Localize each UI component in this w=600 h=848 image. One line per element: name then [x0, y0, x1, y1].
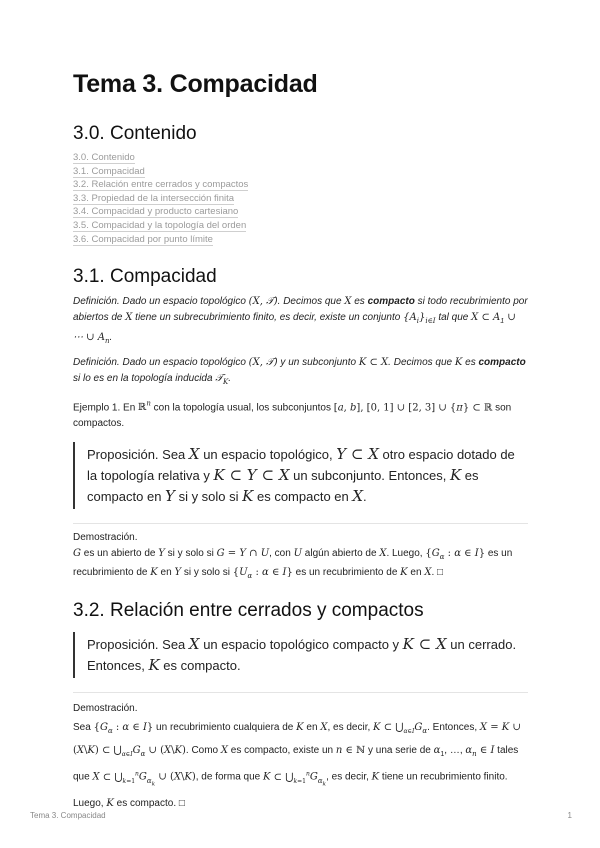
definition-compacto: Definición. Dado un espacio topológico (X, 𝒯). Decimos que X es compacto si todo recubrimiento por abiertos de X tiene un subrecubrimiento finito, es decir, existe un conjunto $\{A_i\}_{i\in I}$ tal que X ⊂ $A_1$ ∪ ⋯ ∪ $A_n$.: [73, 296, 528, 346]
toc-item[interactable]: 3.1. Compacidad: [73, 165, 145, 177]
footer-title: Tema 3. Compacidad: [30, 811, 106, 820]
proof-1: Demostración. G es un abierto de Y si y solo si G = Y ∩ U, con U algún abierto de X. Luego, {$G_\alpha$ : α ∈ I} es un recubrimiento de K en Y si y solo si {$U_\alpha$ : α ∈ I} es un recubrimiento de K en X. □: [73, 523, 528, 584]
proof-2: Demostración. Sea {$G_\alpha$ : α ∈ I} un recubrimiento cualquiera de K en X, es decir, K ⊂ $⋃_{\alpha\in I}G_\alpha$. Entonces, X = K ∪ (X\K) ⊂ $⋃_{\alpha\in I}G_\alpha$ ∪ (X\K). Como X es compacto, existe un n ∈ ℕ y una serie de $\alpha_1$, …, $\alpha_n$ ∈ I tales que X ⊂ $⋃_{k=1}^nG_{\alpha_k}$ ∪ (X\K), de forma que K ⊂ $⋃_{k=1}^nG_{\alpha_k}$, es decir, K tiene un recubrimiento finito. Luego, K es compacto. □: [73, 692, 528, 813]
proposition-compacto-relativo: Proposición. Sea X un espacio topológico, Y ⊂ X otro espacio dotado de la topología relativa y K ⊂ Y ⊂ X un subconjunto. Entonces, K es compacto en Y si y solo si K es compacto en X.: [73, 442, 528, 509]
toc-item[interactable]: 3.5. Compacidad y la topología del orden: [73, 219, 247, 231]
toc-item[interactable]: 3.0. Contenido: [73, 152, 135, 163]
section-heading-contenido: 3.0. Contenido: [73, 123, 197, 144]
proposition-cerrado-compacto: Proposición. Sea X un espacio topológico compacto y K ⊂ X un cerrado. Entonces, K es compacto.: [73, 632, 528, 678]
section-heading-cerrados-compactos: 3.2. Relación entre cerrados y compactos: [73, 600, 424, 622]
page-title: Tema 3. Compacidad: [73, 70, 318, 98]
definition-subconjunto-compacto: Definición. Dado un espacio topológico (X, 𝒯) y un subconjunto K ⊂ X. Decimos que K es compacto si lo es en la topología inducida 𝒯$_K$.: [73, 357, 526, 387]
table-of-contents: [73, 151, 528, 246]
proof-label: Demostración.: [73, 532, 138, 544]
proof-label: Demostración.: [73, 703, 138, 715]
document-page: [73, 70, 528, 813]
page-footer: [30, 811, 572, 820]
example-1: Ejemplo 1. En ℝ$^n$ con la topología usual, los subconjuntos [a, b], [0, 1] ∪ [2, 3] ∪ {π} ⊂ ℝ son compactos.: [73, 400, 512, 430]
toc-item[interactable]: 3.6. Compacidad por punto límite: [73, 233, 213, 245]
page-number: 1: [567, 811, 572, 820]
toc-item[interactable]: 3.2. Relación entre cerrados y compactos: [73, 179, 249, 191]
section-heading-compacidad: 3.1. Compacidad: [73, 266, 217, 288]
toc-item[interactable]: 3.4. Compacidad y producto cartesiano: [73, 206, 239, 218]
toc-item[interactable]: 3.3. Propiedad de la intersección finita: [73, 192, 235, 204]
